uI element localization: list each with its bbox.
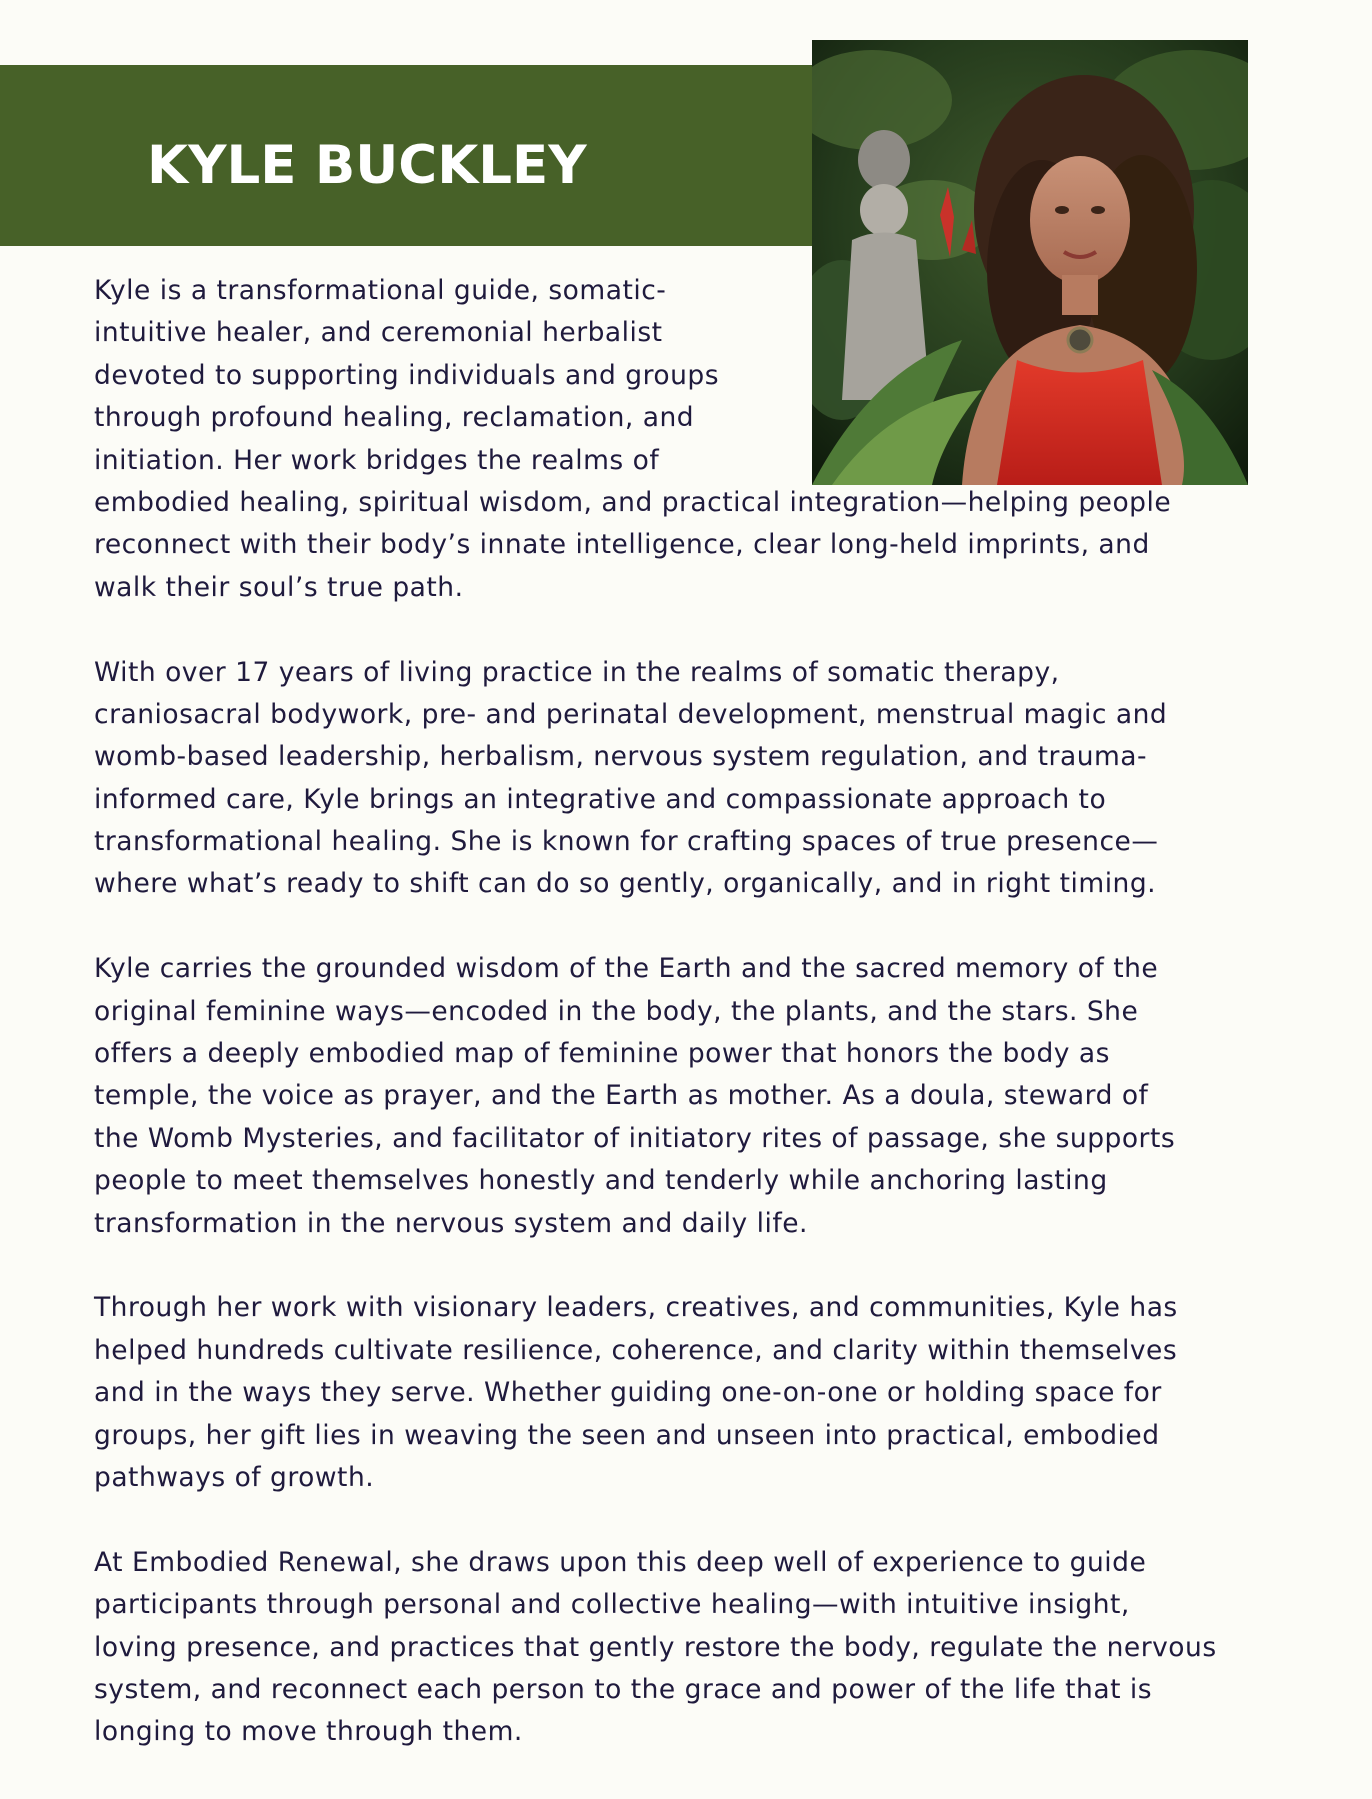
text-line: loving presence, and practices that gently restore the body, regulate the nervous (94, 1631, 1217, 1663)
text-line: pathways of growth. (94, 1461, 375, 1493)
text-line: transformational healing. She is known for crafting spaces of true presence— (94, 826, 1159, 858)
bio-paragraph-2 (94, 652, 1294, 906)
text-line: original feminine ways—encoded in the body, the plants, and the stars. She (94, 995, 1139, 1027)
text-line: intuitive healer, and ceremonial herbalist (94, 317, 663, 349)
text-line: groups, her gift lies in weaving the seen and unseen into practical, embodied (94, 1419, 1160, 1451)
text-line: womb-based leadership, herbalism, nervous system regulation, and trauma- (94, 741, 1148, 773)
text-line: With over 17 years of living practice in the realms of somatic therapy, (94, 656, 1060, 688)
bio-paragraph-3 (94, 948, 1294, 1245)
text-line: system, and reconnect each person to the grace and power of the life that is (94, 1673, 1153, 1705)
text-line: through profound healing, reclamation, and (94, 402, 695, 434)
text-line: transformation in the nervous system and daily life. (94, 1207, 808, 1239)
page-title: KYLE BUCKLEY (147, 135, 587, 196)
text-line: initiation. Her work bridges the realms of (94, 444, 660, 476)
text-line: helped hundreds cultivate resilience, coherence, and clarity within themselves (94, 1334, 1178, 1366)
text-line: people to meet themselves honestly and tenderly while anchoring lasting (94, 1165, 1108, 1197)
text-line: temple, the voice as prayer, and the Earth as mother. As a doula, steward of (94, 1080, 1149, 1112)
text-line: At Embodied Renewal, she draws upon this deep well of experience to guide (94, 1546, 1147, 1578)
text-line: Kyle is a transformational guide, somatic- (94, 275, 667, 306)
bio-paragraph-5 (94, 1542, 1294, 1754)
text-line: craniosacral bodywork, pre- and perinatal development, menstrual magic and (94, 698, 1168, 730)
text-line: embodied healing, spiritual wisdom, and practical integration—helping people (94, 486, 1172, 518)
text-line: walk their soul’s true path. (94, 571, 464, 603)
text-line: participants through personal and collective healing—with intuitive insight, (94, 1589, 1130, 1621)
bio-paragraph-1 (94, 270, 1294, 609)
paragraph-gap (94, 906, 1294, 948)
text-line: the Womb Mysteries, and facilitator of initiatory rites of passage, she supports (94, 1122, 1176, 1154)
text-line: Through her work with visionary leaders, creatives, and communities, Kyle has (94, 1292, 1178, 1324)
bio-text (94, 270, 1294, 1754)
text-line: and in the ways they serve. Whether guiding one-on-one or holding space for (94, 1377, 1162, 1409)
text-line: longing to move through them. (94, 1716, 523, 1748)
text-line: Kyle carries the grounded wisdom of the Earth and the sacred memory of the (94, 953, 1159, 985)
paragraph-gap (94, 1499, 1294, 1541)
text-line: reconnect with their body’s innate intelligence, clear long-held imprints, and (94, 529, 1150, 561)
text-line: offers a deeply embodied map of feminine power that honors the body as (94, 1038, 1110, 1070)
text-line: where what’s ready to shift can do so gently, organically, and in right timing. (94, 868, 1157, 900)
text-line: informed care, Kyle brings an integrative and compassionate approach to (94, 783, 1107, 815)
paragraph-gap (94, 609, 1294, 651)
bio-paragraph-4 (94, 1287, 1294, 1499)
paragraph-gap (94, 1245, 1294, 1287)
text-line: devoted to supporting individuals and groups (94, 359, 720, 391)
